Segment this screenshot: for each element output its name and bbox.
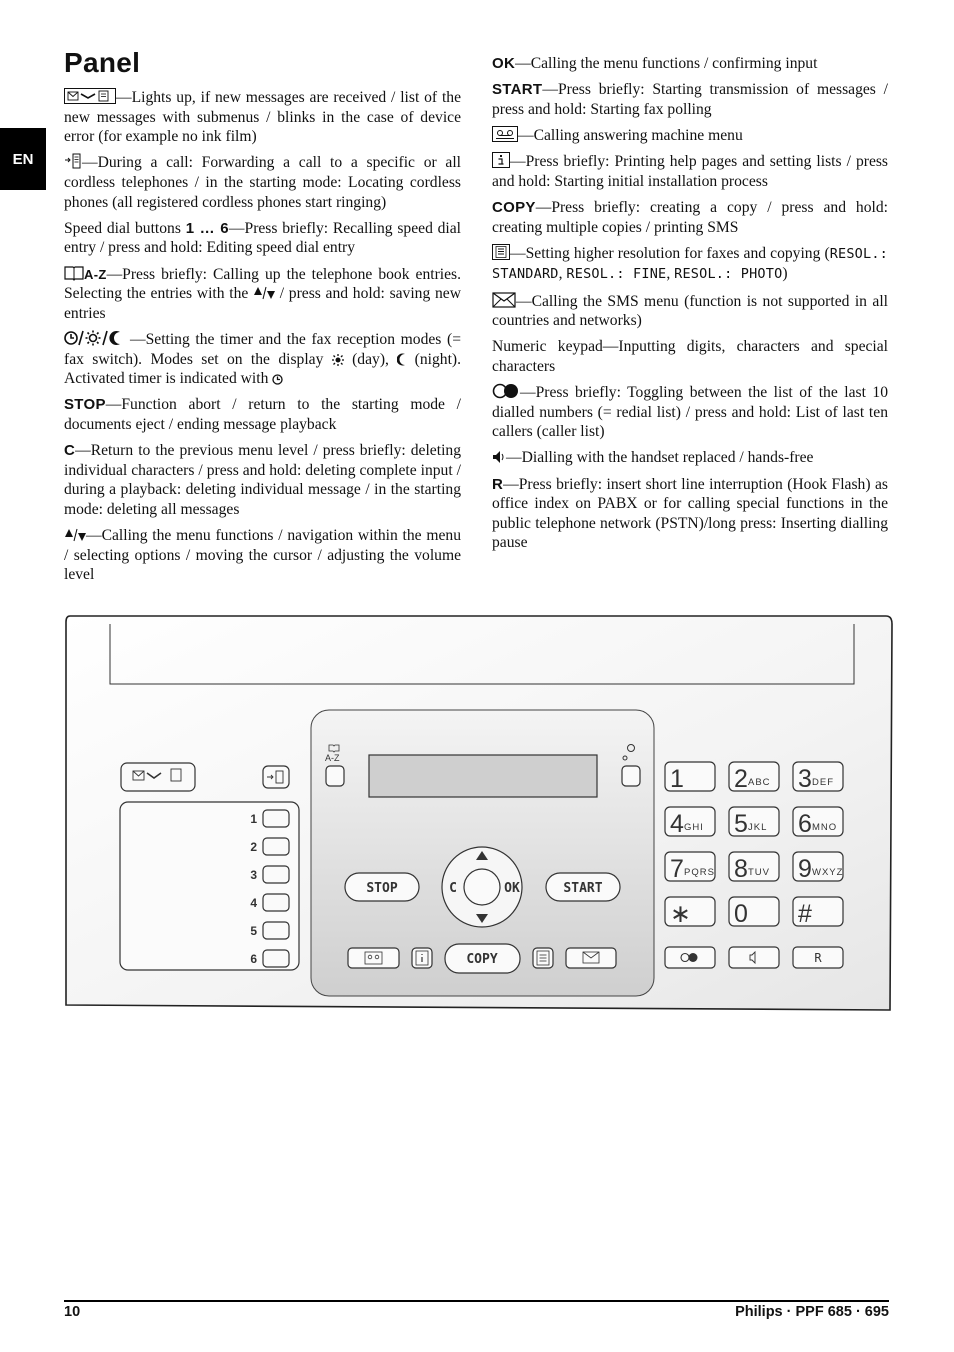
help-key-description: —Press briefly: Printing help pages and setting lists / press and hold: Starting initial installation process [492, 153, 888, 190]
answering-machine-button[interactable] [348, 948, 399, 968]
keypad-key-5[interactable] [729, 807, 779, 838]
keypad-letters: MNO [812, 822, 838, 833]
speed-dial-label: 5 [250, 924, 257, 938]
keypad-digit: # [798, 900, 812, 928]
keypad-letters: ABC [748, 777, 771, 788]
sms-button[interactable] [566, 948, 616, 968]
message-button[interactable] [121, 763, 195, 791]
page-number: 10 [64, 1304, 81, 1320]
copy-description: COPY—Press briefly: creating a copy / press and hold: creating multiple copies / printing SMS [492, 198, 888, 236]
az-label: A-Z [325, 753, 340, 763]
copy-label: COPY [466, 952, 498, 967]
keypad-digit: 7 [670, 855, 684, 883]
resolution-icon [492, 244, 510, 260]
keypad-letters: JKL [748, 822, 768, 833]
resolution-description: —Setting higher resolution for faxes and copying (RESOL.: STANDARD, RESOL.: FINE, RESOL.: PHOTO) [492, 244, 888, 283]
keypad-key-2[interactable] [729, 762, 779, 793]
device-panel-illustration [0, 612, 954, 1022]
handset-forward-icon [64, 153, 82, 169]
phonebook-description: A-Z—Press briefly: Calling up the telephone book entries. Selecting the entries with the / press and hold: saving new entries [64, 265, 461, 322]
keypad-key-1[interactable] [665, 762, 715, 793]
right-column [492, 54, 888, 560]
keypad-key-9[interactable] [793, 852, 843, 883]
timer-indicator-icon [272, 374, 283, 385]
stop-description: STOP—Function abort / return to the starting mode / documents eject / ending message playback [64, 396, 461, 433]
navigation-description: —Calling the menu functions / navigation within the menu / selecting options / moving the cursor / adjusting the volume level [64, 527, 461, 584]
left-column [64, 46, 461, 591]
r-key-description: R—Press briefly: insert short line interruption (Hook Flash) as office index on PABX or for calling special functions in the public telephone network (PSTN)/long press: Inserting dialling pause [492, 475, 888, 552]
speaker-icon [492, 450, 506, 464]
c-label[interactable]: C [449, 881, 457, 896]
keypad-digit: 6 [798, 810, 812, 838]
ok-description: OK—Calling the menu functions / confirming input [492, 55, 818, 72]
r-button[interactable] [793, 947, 843, 968]
forward-button[interactable] [263, 766, 289, 788]
speed-dial-label: 2 [250, 840, 257, 854]
stop-label: STOP [366, 881, 398, 896]
language-tab: EN [0, 128, 46, 190]
sms-envelope-icon [492, 292, 516, 308]
product-name: Philips · PPF 685 · 695 [735, 1304, 889, 1320]
keypad-letters: TUV [748, 867, 770, 878]
start-label: START [563, 881, 603, 896]
speed-dial-button-6[interactable] [250, 950, 289, 967]
keypad-key-8[interactable] [729, 852, 779, 883]
keypad-digit: 0 [734, 900, 748, 928]
speed-dial-button-3[interactable] [250, 866, 289, 883]
resolution-button[interactable] [533, 948, 553, 968]
up-down-arrow-icon [253, 286, 275, 300]
phonebook-icon [64, 265, 84, 281]
keypad-key-12[interactable] [793, 897, 843, 928]
redial-icon [492, 383, 520, 399]
keypad-key-7[interactable] [665, 852, 715, 883]
keypad-digit: ∗ [670, 900, 691, 928]
handsfree-button[interactable] [729, 947, 779, 968]
handsfree-description: —Dialling with the handset replaced / hands-free [492, 448, 888, 468]
info-button[interactable] [412, 948, 432, 968]
up-down-arrow-icon [64, 528, 86, 542]
message-key-description: —Lights up, if new messages are received / list of the new messages with submenus / blinks in the case of device error (for example no ink film) [64, 89, 461, 146]
keypad-key-10[interactable] [665, 897, 715, 928]
speed-dial-button-1[interactable] [250, 810, 289, 827]
speed-dial-label: 4 [250, 896, 257, 910]
keypad-key-3[interactable] [793, 762, 843, 793]
keypad-digit: 9 [798, 855, 812, 883]
answering-machine-description: —Calling answering machine menu [492, 126, 888, 146]
keypad-letters: WXYZ [812, 867, 844, 878]
keypad-digit: 8 [734, 855, 748, 883]
keypad-letters: PQRS [684, 867, 715, 878]
keypad-digit: 2 [734, 765, 748, 793]
ok-label[interactable]: OK [504, 881, 520, 896]
keypad-description: Numeric keypad—Inputting digits, characters and special characters [492, 338, 888, 375]
footer-rule [64, 1300, 889, 1302]
keypad-key-6[interactable] [793, 807, 843, 838]
copy-button[interactable] [445, 944, 520, 973]
day-icon [332, 354, 344, 366]
speed-dial-label: 1 [250, 812, 257, 826]
start-button[interactable] [546, 873, 620, 901]
speed-dial-button-2[interactable] [250, 838, 289, 855]
r-label: R [814, 951, 822, 965]
speed-dial-button-4[interactable] [250, 894, 289, 911]
keypad-digit: 3 [798, 765, 812, 793]
keypad-key-11[interactable] [729, 897, 779, 928]
keypad-letters: DEF [812, 777, 834, 788]
keypad-key-4[interactable] [665, 807, 715, 838]
redial-description: —Press briefly: Toggling between the list of the last 10 dialled numbers (= redial list) / press and hold: List of last ten callers (caller list) [492, 384, 888, 441]
page-title: Panel [64, 47, 141, 78]
night-icon [397, 353, 406, 366]
c-key-description: C—Return to the previous menu level / press briefly: deleting individual characters / press and hold: deleting complete input / during a playback: deleting individual message / in the starting mode: deleting all messages [64, 442, 461, 518]
keypad-digit: 5 [734, 810, 748, 838]
timer-description: —Setting the timer and the fax reception modes (= fax switch). Modes set on the display (day), (night). Activated timer is indicated with [64, 330, 461, 388]
start-description: START—Press briefly: Starting transmission of messages / press and hold: Starting fax polling [492, 81, 888, 118]
stop-button[interactable] [345, 873, 419, 901]
answering-machine-icon [492, 126, 518, 142]
info-icon [492, 152, 510, 168]
redial-button[interactable] [665, 947, 715, 968]
speed-dial-label: 6 [250, 952, 257, 966]
speed-dial-button-5[interactable] [250, 922, 289, 939]
speed-dial-description: Speed dial buttons 1 … 6—Press briefly: Recalling speed dial entry / press and hold: Editing speed dial entry [64, 219, 461, 257]
navigation-cluster[interactable] [442, 847, 522, 927]
keypad-digit: 4 [670, 810, 684, 838]
sms-description: —Calling the SMS menu (function is not supported in all countries and networks) [492, 292, 888, 330]
message-list-icon [64, 88, 116, 104]
keypad-letters: GHI [684, 822, 704, 833]
forward-key-description: —During a call: Forwarding a call to a specific or all cordless telephones / in the starting mode: Locating cordless phones (all registered cordless phones start ringing) [64, 154, 461, 211]
keypad-digit: 1 [670, 765, 684, 793]
timer-day-night-icon [64, 330, 130, 346]
speed-dial-label: 3 [250, 868, 257, 882]
